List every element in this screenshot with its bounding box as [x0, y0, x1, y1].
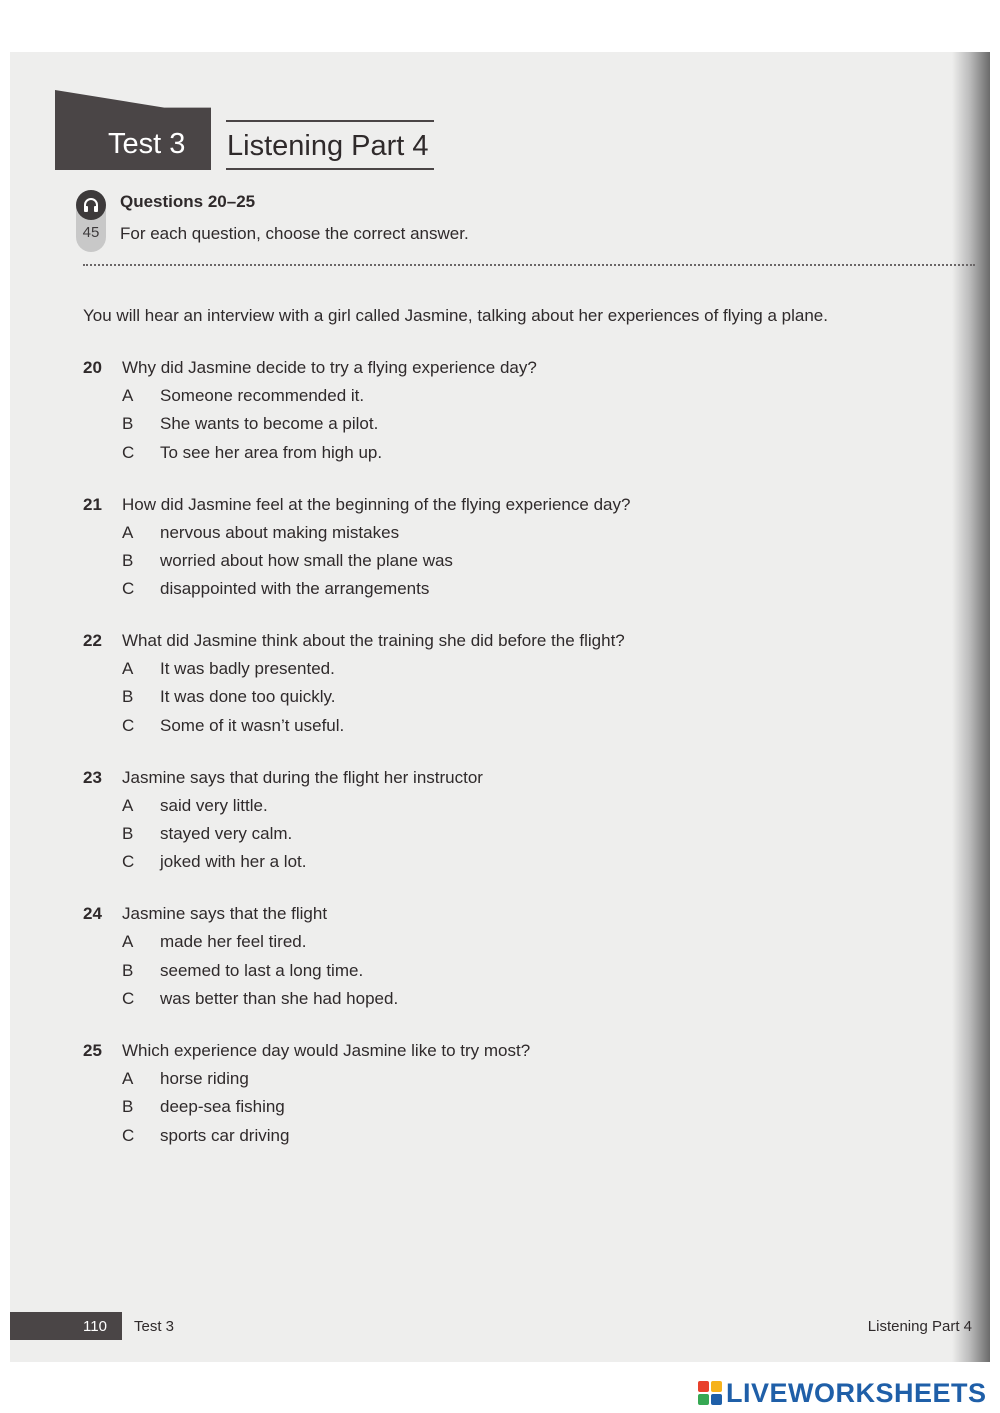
option-letter: C	[122, 988, 135, 1008]
dotted-divider	[83, 264, 975, 266]
test-label: Test 3	[108, 128, 186, 160]
option-text: made her feel tired.	[160, 932, 307, 952]
option-letter: C	[122, 715, 135, 735]
liveworksheets-icon	[698, 1381, 722, 1405]
headphones-icon	[76, 190, 106, 220]
option-letter: B	[122, 824, 134, 844]
answer-option-a[interactable]	[122, 523, 399, 543]
option-text: worried about how small the plane was	[160, 550, 453, 570]
option-text: disappointed with the arrangements	[160, 579, 430, 599]
question-number: 22	[83, 631, 102, 651]
answer-option-a[interactable]	[122, 1069, 249, 1089]
option-text: deep-sea fishing	[160, 1097, 285, 1117]
question-text: What did Jasmine think about the training she did before the flight?	[122, 631, 625, 651]
question-text: Jasmine says that the flight	[122, 904, 328, 924]
option-letter: A	[122, 659, 134, 679]
option-letter: A	[122, 522, 134, 542]
option-letter: C	[122, 579, 135, 599]
answer-option-a[interactable]	[122, 796, 268, 816]
option-letter: B	[122, 550, 134, 570]
answer-option-b[interactable]	[122, 1097, 285, 1117]
answer-option-b[interactable]	[122, 961, 363, 981]
answer-option-c[interactable]	[122, 443, 382, 463]
footer-part-label: Listening Part 4	[867, 1318, 972, 1335]
question-text: How did Jasmine feel at the beginning of the flying experience day?	[122, 494, 631, 514]
answer-option-b[interactable]	[122, 551, 453, 571]
question-number: 21	[83, 494, 102, 514]
answer-option-c[interactable]	[122, 579, 429, 599]
track-number: 45	[82, 224, 100, 241]
option-text: To see her area from high up.	[160, 442, 383, 462]
answer-option-c[interactable]	[122, 989, 398, 1009]
option-text: stayed very calm.	[160, 824, 293, 844]
answer-option-a[interactable]	[122, 659, 335, 679]
option-letter: A	[122, 386, 134, 405]
answer-option-c[interactable]	[122, 852, 306, 872]
option-letter: A	[122, 1069, 134, 1088]
option-letter: C	[122, 442, 135, 462]
option-letter: A	[122, 795, 134, 815]
option-text: Some of it wasn’t useful.	[160, 715, 345, 735]
page-binding-shadow	[952, 52, 990, 1362]
answer-option-a[interactable]	[122, 386, 364, 406]
answer-option-a[interactable]	[122, 932, 306, 952]
option-text: nervous about making mistakes	[160, 522, 400, 542]
part-title: Listening Part 4	[226, 120, 434, 170]
option-text: It was done too quickly.	[160, 687, 336, 707]
option-letter: B	[122, 960, 134, 980]
question-number: 24	[83, 904, 102, 924]
question-text: Which experience day would Jasmine like to try most?	[122, 1041, 531, 1060]
option-letter: C	[122, 1125, 135, 1145]
task-intro: You will hear an interview with a girl called Jasmine, talking about her experiences of flying a plane.	[83, 306, 828, 325]
question-number: 20	[83, 358, 102, 377]
page-number: 110	[83, 1318, 107, 1335]
option-text: horse riding	[160, 1069, 249, 1088]
option-text: sports car driving	[160, 1125, 290, 1145]
answer-option-b[interactable]	[122, 414, 378, 434]
option-letter: C	[122, 852, 135, 872]
question-text: Why did Jasmine decide to try a flying experience day?	[122, 358, 537, 377]
questions-heading: Questions 20–25	[120, 192, 256, 211]
option-letter: B	[122, 687, 134, 707]
question-number: 25	[83, 1041, 102, 1060]
option-text: She wants to become a pilot.	[160, 414, 379, 434]
option-text: seemed to last a long time.	[160, 960, 364, 980]
liveworksheets-logo	[698, 1378, 987, 1408]
option-text: said very little.	[160, 795, 268, 815]
question-number: 23	[83, 767, 102, 787]
option-text: was better than she had hoped.	[160, 988, 399, 1008]
option-letter: B	[122, 1097, 134, 1117]
option-text: Someone recommended it.	[160, 386, 365, 405]
option-letter: B	[122, 414, 134, 434]
answer-option-b[interactable]	[122, 824, 292, 844]
answer-option-c[interactable]	[122, 716, 344, 736]
option-text: joked with her a lot.	[160, 852, 307, 872]
questions-instruction: For each question, choose the correct answer.	[120, 224, 469, 243]
answer-option-b[interactable]	[122, 687, 335, 707]
brand-text: LIVEWORKSHEETS	[726, 1377, 987, 1408]
footer-test-label: Test 3	[134, 1318, 175, 1335]
question-text: Jasmine says that during the flight her instructor	[122, 767, 483, 787]
option-letter: A	[122, 932, 134, 952]
option-text: It was badly presented.	[160, 659, 335, 679]
answer-option-c[interactable]	[122, 1126, 289, 1146]
worksheet-page	[10, 52, 990, 1362]
